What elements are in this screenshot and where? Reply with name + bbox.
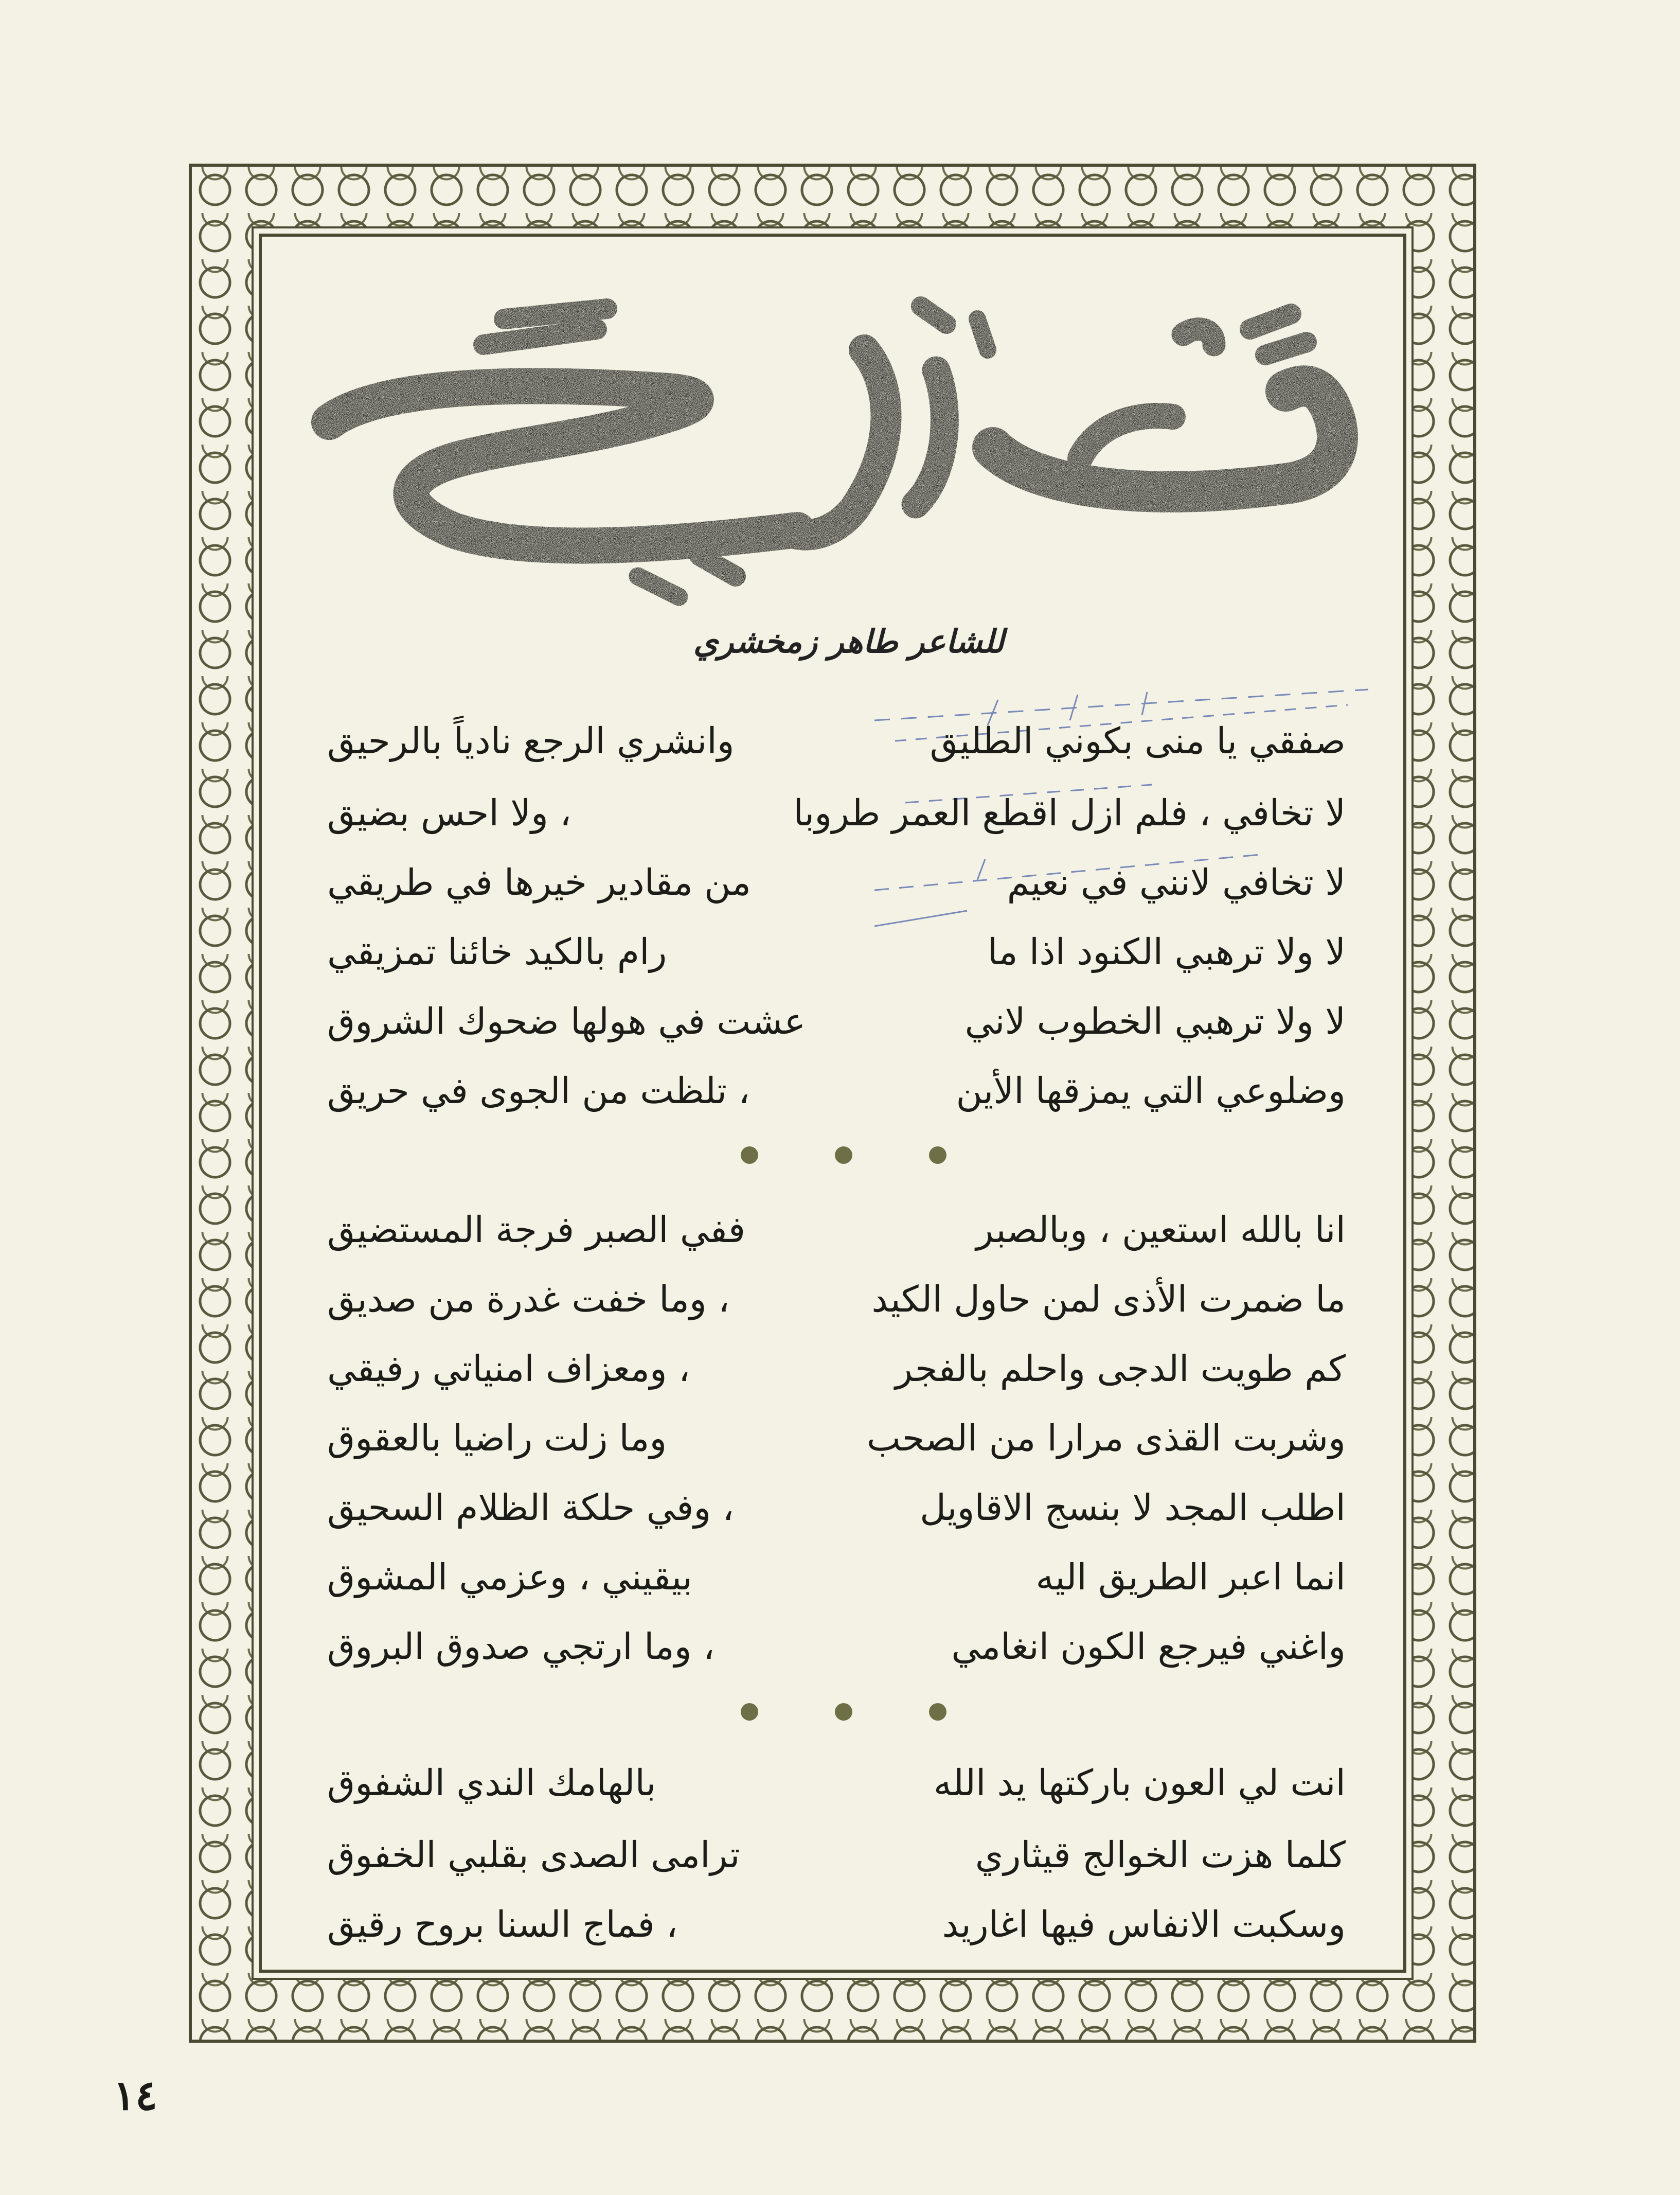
- verse-first-hemistich: لا ولا ترهبي الخطوب لاني: [964, 1000, 1346, 1042]
- verse-first-hemistich: انت لي العون باركتها يد الله: [933, 1762, 1346, 1804]
- verse-first-hemistich: لا تخافي لانني في نعيم: [1007, 861, 1346, 904]
- verse-second-hemistich: ، وفي حلكة الظلام السحيق: [327, 1486, 735, 1529]
- verse-line: [327, 1000, 1346, 1042]
- verse-line: [327, 931, 1346, 973]
- stanza-separator: [741, 1146, 946, 1164]
- calligraphic-title: [309, 288, 1368, 607]
- verse-first-hemistich: لا تخافي ، فلم ازل اقطع العمر طروبا: [793, 792, 1346, 834]
- separator-dot: [929, 1146, 946, 1164]
- verse-second-hemistich: ترامى الصدى بقلبي الخفوق: [327, 1834, 740, 1876]
- verse-line: [327, 1556, 1346, 1598]
- verse-second-hemistich: ، ومعزاف امنياتي رفيقي: [327, 1348, 690, 1390]
- verse-second-hemistich: عشت في هولها ضحوك الشروق: [327, 1000, 806, 1042]
- verse-first-hemistich: وشربت القذى مرارا من الصحب: [866, 1417, 1346, 1459]
- verse-second-hemistich: ، تلظت من الجوى في حريق: [327, 1070, 750, 1112]
- verse-line: [327, 720, 1346, 762]
- verse-first-hemistich: وضلوعي التي يمزقها الأين: [956, 1070, 1346, 1112]
- verse-second-hemistich: ، ولا احس بضيق: [327, 792, 571, 834]
- verse-first-hemistich: اطلب المجد لا بنسج الاقاويل: [920, 1486, 1346, 1529]
- verse-line: [327, 1903, 1346, 1945]
- verse-second-hemistich: ، فماج السنا بروح رقيق: [327, 1903, 678, 1945]
- verse-line: [327, 1070, 1346, 1112]
- verse-second-hemistich: وانشري الرجع نادياً بالرحيق: [327, 720, 735, 762]
- verse-line: [327, 1417, 1346, 1459]
- verse-first-hemistich: كم طويت الدجى واحلم بالفجر: [895, 1348, 1346, 1390]
- verse-second-hemistich: ، وما ارتجي صدوق البروق: [327, 1625, 715, 1668]
- verse-second-hemistich: بيقيني ، وعزمي المشوق: [327, 1556, 693, 1598]
- verse-first-hemistich: ما ضمرت الأذى لمن حاول الكيد: [871, 1278, 1346, 1320]
- verse-second-hemistich: ، وما خفت غدرة من صديق: [327, 1278, 730, 1320]
- stanza-separator: [741, 1703, 946, 1721]
- verse-first-hemistich: واغني فيرجع الكون انغامي: [951, 1625, 1346, 1668]
- separator-dot: [835, 1703, 852, 1721]
- verse-first-hemistich: لا ولا ترهبي الكنود اذا ما: [987, 931, 1346, 973]
- verse-line: [327, 1625, 1346, 1668]
- verse-line: [327, 792, 1346, 834]
- author-line: للشاعر طاهر زمخشري: [693, 623, 1005, 660]
- title-text: نفثاتي: [825, 454, 838, 459]
- verse-first-hemistich: انا بالله استعين ، وبالصبر: [976, 1209, 1346, 1251]
- verse-first-hemistich: انما اعبر الطريق اليه: [1035, 1556, 1346, 1598]
- separator-dot: [741, 1146, 758, 1164]
- verse-second-hemistich: ففي الصبر فرجة المستضيق: [327, 1209, 746, 1251]
- verse-first-hemistich: صفقي يا منى بكوني الطليق: [930, 720, 1346, 762]
- separator-dot: [929, 1703, 946, 1721]
- verse-line: [327, 1762, 1346, 1804]
- verse-second-hemistich: بالهامك الندي الشفوق: [327, 1762, 656, 1804]
- verse-first-hemistich: وسكبت الانفاس فيها اغاريد: [942, 1903, 1346, 1945]
- verse-line: [327, 861, 1346, 904]
- verse-line: [327, 1209, 1346, 1251]
- separator-dot: [835, 1146, 852, 1164]
- separator-dot: [741, 1703, 758, 1721]
- page-number: ١٤: [113, 2071, 157, 2119]
- verse-second-hemistich: رام بالكيد خائنا تمزيقي: [327, 931, 667, 973]
- verse-line: [327, 1486, 1346, 1529]
- verse-line: [327, 1348, 1346, 1390]
- verse-line: [327, 1834, 1346, 1876]
- verse-line: [327, 1278, 1346, 1320]
- verse-first-hemistich: كلما هزت الخوالج قيثاري: [975, 1834, 1346, 1876]
- verse-second-hemistich: من مقادير خيرها في طريقي: [327, 861, 751, 904]
- verse-second-hemistich: وما زلت راضيا بالعقوق: [327, 1417, 667, 1459]
